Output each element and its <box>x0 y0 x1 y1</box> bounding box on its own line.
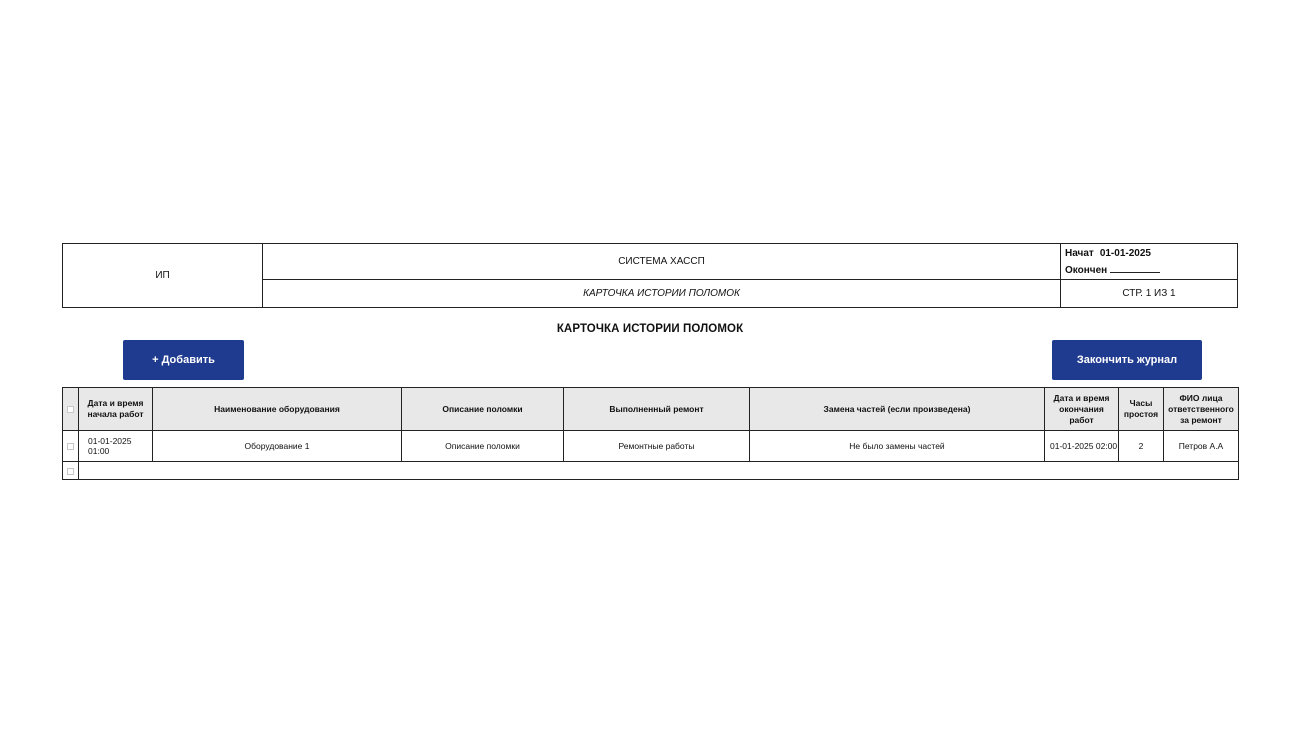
cell-failure-description[interactable]: Описание поломки <box>402 431 564 462</box>
row-select-cell[interactable] <box>63 431 79 462</box>
col-parts-replaced: Замена частей (если произведена) <box>750 388 1045 431</box>
empty-row-cell[interactable] <box>79 462 1239 480</box>
cell-responsible[interactable]: Петров А.А <box>1164 431 1239 462</box>
col-end-datetime: Дата и время окончания работ <box>1045 388 1119 431</box>
finish-journal-button[interactable]: Закончить журнал <box>1052 340 1202 380</box>
empty-row-select-cell[interactable] <box>63 462 79 480</box>
col-equipment: Наименование оборудования <box>153 388 402 431</box>
finished-blank <box>1110 264 1160 273</box>
organization-cell <box>63 244 263 308</box>
finished-line <box>1065 262 1237 279</box>
select-all-checkbox[interactable] <box>67 406 74 413</box>
col-start-datetime: Дата и время начала работ <box>79 388 153 431</box>
col-responsible: ФИО лица ответственного за ремонт <box>1164 388 1239 431</box>
system-title: СИСТЕМА ХАССП <box>618 256 705 267</box>
table-row[interactable] <box>63 431 1239 462</box>
row-checkbox[interactable] <box>67 443 74 450</box>
empty-row-checkbox[interactable] <box>67 468 74 475</box>
cell-repair-done[interactable]: Ремонтные работы <box>564 431 750 462</box>
started-line <box>1065 245 1237 262</box>
organization-name: ИП <box>155 270 170 281</box>
finished-label: Окончен <box>1065 264 1108 276</box>
cell-downtime-hours[interactable]: 2 <box>1119 431 1164 462</box>
cell-equipment[interactable]: Оборудование 1 <box>153 431 402 462</box>
col-failure-description: Описание поломки <box>402 388 564 431</box>
table-header-row <box>63 388 1239 431</box>
col-downtime-hours: Часы простоя <box>1119 388 1164 431</box>
cell-start-datetime[interactable]: 01-01-2025 01:00 <box>79 431 153 462</box>
col-repair-done: Выполненный ремонт <box>564 388 750 431</box>
started-label: Начат <box>1065 247 1094 259</box>
add-button[interactable]: + Добавить <box>123 340 244 380</box>
empty-row[interactable] <box>63 462 1239 480</box>
doc-title: КАРТОЧКА ИСТОРИИ ПОЛОМОК <box>583 288 740 299</box>
page-number: СТР. 1 ИЗ 1 <box>1122 288 1176 299</box>
system-title-cell <box>263 244 1061 280</box>
breakdown-table <box>62 387 1239 480</box>
started-value: 01-01-2025 <box>1099 247 1151 259</box>
cell-end-datetime[interactable]: 01-01-2025 02:00 <box>1045 431 1119 462</box>
page-title: КАРТОЧКА ИСТОРИИ ПОЛОМОК <box>556 323 744 335</box>
cell-parts-replaced[interactable]: Не было замены частей <box>750 431 1045 462</box>
journal-dates-cell <box>1061 244 1238 280</box>
doc-title-cell <box>263 280 1061 308</box>
select-all-cell[interactable] <box>63 388 79 431</box>
page-number-cell <box>1061 280 1238 308</box>
document-header <box>62 243 1238 308</box>
